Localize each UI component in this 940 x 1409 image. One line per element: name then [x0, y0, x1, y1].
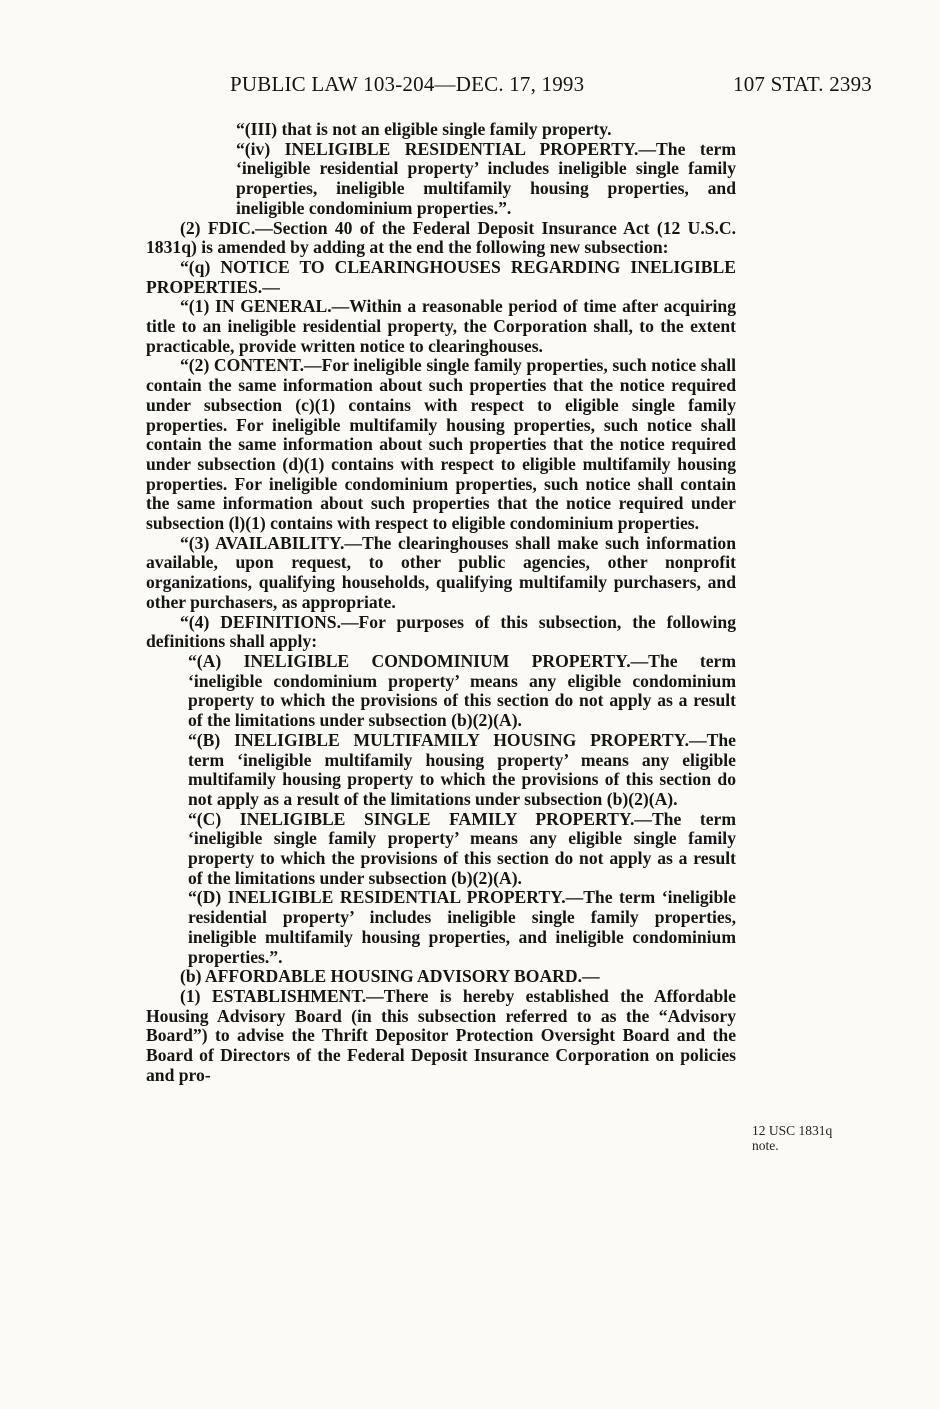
paragraph-definition-d: “(D) INELIGIBLE RESIDENTIAL PROPERTY.—The term ‘ineligible residential property’ includes ineligible single family properties, ineligible multifamily housing properties, and ineligible condominium properties.”.: [188, 887, 736, 967]
paragraph-subsection-q: “(q) NOTICE TO CLEARINGHOUSES REGARDING INELIGIBLE PROPERTIES.—: [146, 256, 736, 297]
usc-margin-note: [752, 1123, 872, 1153]
paragraph-advisory-board-heading: (b) AFFORDABLE HOUSING ADVISORY BOARD.—: [180, 966, 600, 987]
paragraph-availability: “(3) AVAILABILITY.—The clearinghouses shall make such information available, upon request, to other public agencies, other nonprofit organizations, qualifying households, qualifying multifamily purchasers, and other purchasers, as appropriate.: [146, 532, 736, 612]
paragraph-establishment: (1) ESTABLISHMENT.—There is hereby established the Affordable Housing Advisory Board (in this subsection referred to as the “Advisory Board”) to advise the Thrift Depositor Protection Oversight Board and the Board of Directors of the Federal Deposit Insurance Corporation on policies and pro-: [146, 985, 736, 1085]
paragraph-clause-iv: “(iv) INELIGIBLE RESIDENTIAL PROPERTY.—The term ‘ineligible residential property’ includes ineligible single family properties, ineligible multifamily housing properties, and ineligible condominium properties.”.: [236, 138, 736, 218]
paragraph-definition-a: “(A) INELIGIBLE CONDOMINIUM PROPERTY.—The term ‘ineligible condominium property’ means any eligible condominium property to which the provisions of this section do not apply as a result of the limitations under subsection (b)(2)(A).: [188, 650, 736, 731]
law-text-body: [146, 120, 736, 1085]
paragraph-content: “(2) CONTENT.—For ineligible single family properties, such notice shall contain the same information about such properties that the notice required under subsection (c)(1) contains with respect to eligible single family properties. For ineligible multifamily housing properties, such notice shall contain the same information about such properties that the notice required under subsection (d)(1) contains with respect to eligible multifamily housing properties. For ineligible condominium properties, such notice shall contain the same information about such properties that the notice required under subsection (l)(1) contains with respect to eligible condominium properties.: [146, 355, 736, 534]
usc-reference: 12 USC 1831q: [752, 1123, 833, 1138]
paragraph-fdic: (2) FDIC.—Section 40 of the Federal Deposit Insurance Act (12 U.S.C. 1831q) is amended by adding at the end the following new subsection:: [146, 217, 736, 258]
usc-note-label: note.: [752, 1138, 779, 1153]
paragraph-definition-c: “(C) INELIGIBLE SINGLE FAMILY PROPERTY.—The term ‘ineligible single family property’ means any eligible single family property to which the provisions of this section do not apply as a result of the limitations under subsection (b)(2)(A).: [188, 808, 736, 888]
law-citation-header: PUBLIC LAW 103-204—DEC. 17, 1993: [230, 72, 585, 96]
paragraph-subclause-iii: “(III) that is not an eligible single family property.: [236, 119, 612, 139]
statute-page-number: 107 STAT. 2393: [733, 72, 872, 96]
paragraph-in-general: “(1) IN GENERAL.—Within a reasonable period of time after acquiring title to an ineligible residential property, the Corporation shall, to the extent practicable, provide written notice to clearinghouses.: [146, 296, 736, 356]
page-header: [150, 72, 870, 102]
paragraph-definition-b: “(B) INELIGIBLE MULTIFAMILY HOUSING PROPERTY.—The term ‘ineligible multifamily housing property’ means any eligible multifamily housing property to which the provisions of this section do not apply as a result of the limitations under subsection (b)(2)(A).: [188, 729, 736, 809]
paragraph-definitions: “(4) DEFINITIONS.—For purposes of this subsection, the following definitions shall apply:: [146, 611, 736, 652]
